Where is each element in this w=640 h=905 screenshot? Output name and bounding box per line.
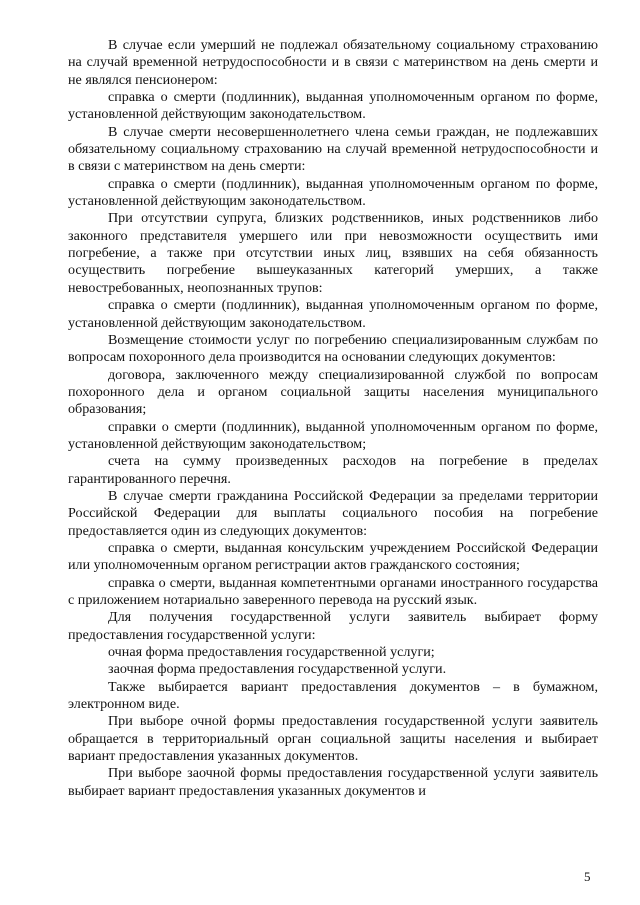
paragraph: В случае если умерший не подлежал обязательному социальному страхованию на случай временной нетрудоспособности и в связи с материнством на день смерти и не являлся пенсионером: bbox=[68, 37, 598, 88]
paragraph: При выборе очной формы предоставления государственной услуги заявитель обращается в территориальный орган социальной защиты населения и выбирает вариант предоставления указанных документов. bbox=[68, 713, 598, 765]
paragraph: Для получения государственной услуги заявитель выбирает форму предоставления государственной услуги: bbox=[68, 609, 598, 643]
paragraph: В случае смерти гражданина Российской Федерации за пределами территории Российской Федерации для выплаты социального пособия на погребение предоставляется один из следующих документов: bbox=[68, 487, 598, 539]
paragraph: Также выбирается вариант предоставления документов – в бумажном, электронном виде. bbox=[68, 678, 598, 713]
paragraph: очная форма предоставления государственной услуги; bbox=[108, 644, 435, 661]
paragraph: справка о смерти, выданная компетентными органами иностранного государства с приложением нотариально заверенного перевода на русский язык. bbox=[68, 574, 598, 608]
paragraph: справки о смерти (подлинник), выданной уполномоченным органом по форме, установленной действующим законодательством; bbox=[68, 418, 598, 452]
paragraph: В случае смерти несовершеннолетнего члена семьи граждан, не подлежавших обязательному социальному страхованию на случай временной нетрудоспособности и в связи с материнством на день смерти: bbox=[68, 123, 598, 175]
paragraph: счета на сумму произведенных расходов на погребение в пределах гарантированного перечня. bbox=[68, 453, 598, 487]
page-number: 5 bbox=[584, 869, 591, 884]
paragraph: заочная форма предоставления государственной услуги. bbox=[108, 661, 447, 678]
paragraph: договора, заключенного между специализированной службой по вопросам похоронного дела и органом социальной защиты населения муниципального образования; bbox=[68, 366, 598, 418]
paragraph: справка о смерти (подлинник), выданная уполномоченным органом по форме, установленной действующим законодательством. bbox=[68, 175, 598, 210]
paragraph: Возмещение стоимости услуг по погребению специализированным службам по вопросам похоронного дела производится на основании следующих документов: bbox=[68, 331, 598, 366]
paragraph: При отсутствии супруга, близких родственников, иных родственников либо законного представителя умершего или при невозможности осуществить ими погребение, а также при отсутствии иных лиц, взявших на себя обязанность осуществить погребение вышеуказанных категорий умерших, а также невостребованных, неопознанных трупов: bbox=[68, 210, 598, 296]
document-body bbox=[68, 37, 598, 800]
paragraph: справка о смерти, выданная консульским учреждением Российской Федерации или уполномоченным органом регистрации актов гражданского состояния; bbox=[68, 539, 598, 574]
paragraph: справка о смерти (подлинник), выданная уполномоченным органом по форме, установленной действующим законодательством. bbox=[68, 297, 598, 331]
paragraph: При выборе заочной формы предоставления государственной услуги заявитель выбирает вариант предоставления указанных документов и bbox=[68, 765, 598, 799]
paragraph: справка о смерти (подлинник), выданная уполномоченным органом по форме, установленной действующим законодательством. bbox=[68, 89, 598, 123]
